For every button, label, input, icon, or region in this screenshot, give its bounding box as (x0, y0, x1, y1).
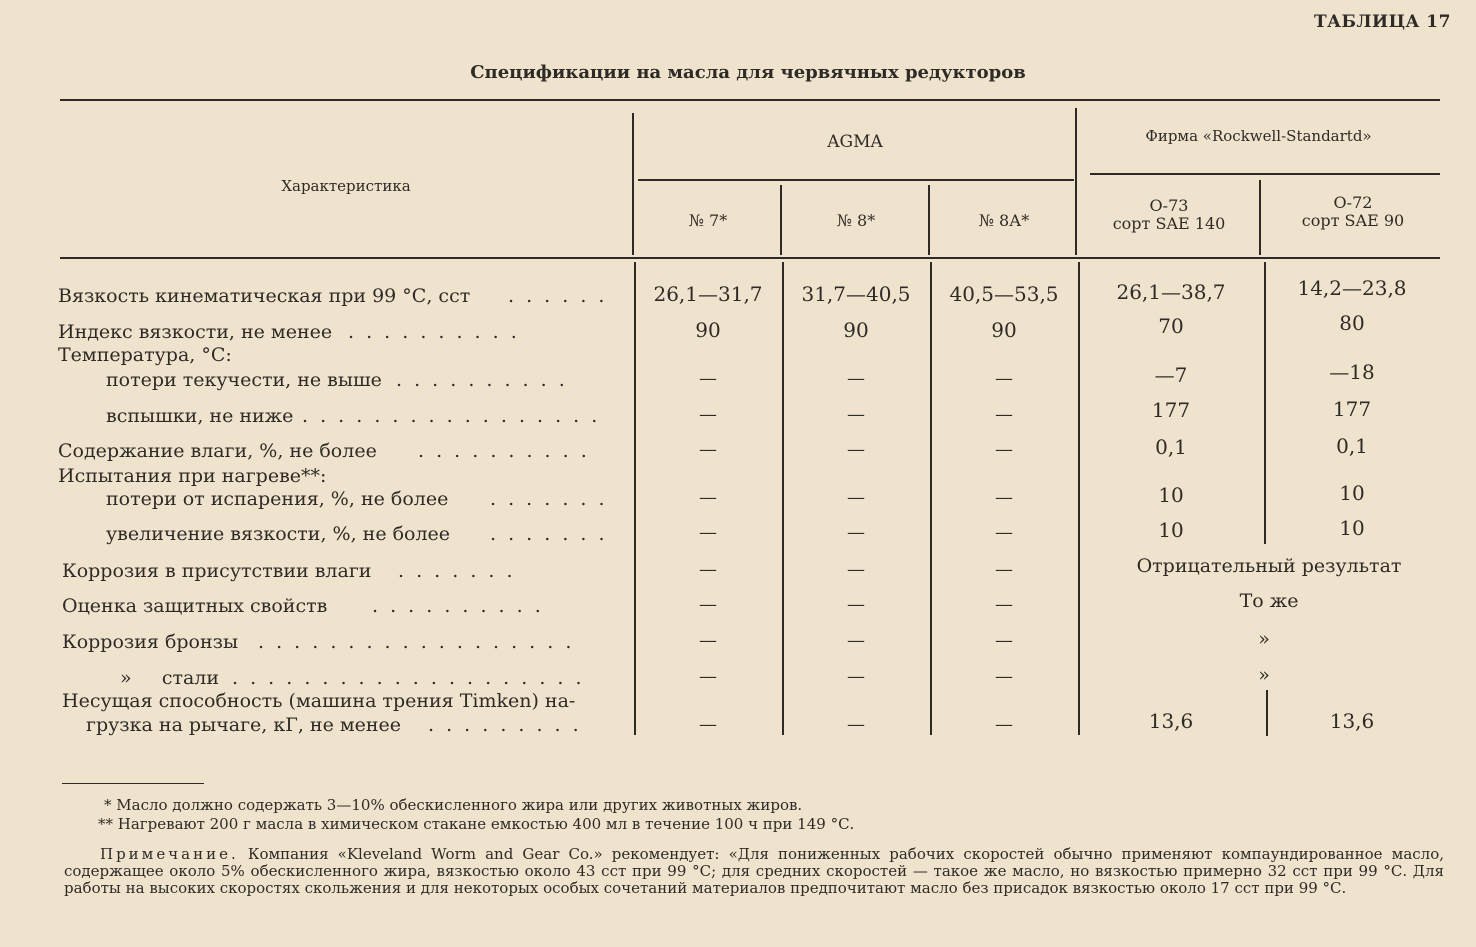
cell-agma-8a: 90 (991, 318, 1017, 342)
cell-agma-8: — (847, 559, 865, 580)
note-label: Примечание. (100, 845, 239, 863)
row-label: » стали (120, 667, 220, 689)
header-rockwell-col-2-line2: сорт SAE 90 (1301, 211, 1405, 230)
row-label: Коррозия в присутствии влаги (62, 560, 372, 582)
row-dots: . . . . . . . . . . (372, 595, 544, 617)
row-label: потери текучести, не выше (106, 369, 382, 391)
header-rockwell-col-2-line1: О-72 (1333, 193, 1373, 212)
cell-o73: 10 (1158, 518, 1184, 542)
row-dots: . . . . . . . . . . . . . . . . . (302, 405, 601, 427)
cell-agma-7: — (699, 368, 717, 389)
header-divider-agma (638, 179, 1074, 181)
cell-o72: 0,1 (1336, 434, 1368, 458)
cell-o72: 80 (1339, 311, 1365, 335)
cell-rockwell-merged: » (1258, 628, 1270, 650)
row-label: увеличение вязкости, %, не более (106, 523, 451, 545)
row-dots: . . . . . . . . . . (396, 369, 568, 391)
cell-o73: 70 (1158, 314, 1184, 338)
footnote-1: * Масло должно содержать 3—10% обескисленного жира или других животных жиров. (104, 796, 803, 814)
cell-agma-8: — (847, 522, 865, 543)
row-label: Температура, °С: (58, 344, 232, 366)
cell-agma-7: — (699, 714, 717, 735)
cell-o73: —7 (1154, 363, 1188, 387)
row-dots: . . . . . . . (490, 488, 608, 510)
cell-agma-8a: — (995, 559, 1013, 580)
cell-agma-8: — (847, 714, 865, 735)
cell-o72: 10 (1339, 516, 1365, 540)
row-label: грузка на рычаге, кГ, не менее (86, 714, 402, 736)
header-agma: AGMA (827, 132, 883, 152)
row-dots: . . . . . . . . . . . . . . . . . . . . (232, 667, 585, 689)
cell-agma-8: — (847, 594, 865, 615)
cell-agma-7: 26,1—31,7 (653, 282, 763, 306)
cell-agma-7: — (699, 559, 717, 580)
cell-o72: 14,2—23,8 (1297, 276, 1407, 300)
cell-agma-7: — (699, 666, 717, 687)
footnote-2: ** Нагревают 200 г масла в химическом стакане емкостью 400 мл в течение 100 ч при 149 °С. (98, 815, 855, 833)
cell-agma-7: 90 (695, 318, 721, 342)
cell-o72: 13,6 (1329, 709, 1375, 733)
cell-o72: 177 (1332, 397, 1372, 421)
row-label: Вязкость кинематическая при 99 °С, сст (58, 285, 471, 307)
row-label: потери от испарения, %, не более (106, 488, 449, 510)
header-rockwell: Фирма «Rockwell-Standartd» (1145, 127, 1372, 145)
cell-o73: 0,1 (1155, 435, 1187, 459)
cell-agma-8: 90 (843, 318, 869, 342)
cell-agma-8a: 40,5—53,5 (949, 282, 1059, 306)
cell-agma-8: — (847, 368, 865, 389)
cell-rockwell-merged: » (1258, 664, 1270, 686)
cell-agma-7: — (699, 594, 717, 615)
row-dots: . . . . . . . . . (428, 714, 582, 736)
cell-agma-8: — (847, 666, 865, 687)
table-title: Спецификации на масла для червячных редукторов (470, 62, 1026, 83)
header-rockwell-col-1-line2: сорт SAE 140 (1112, 214, 1226, 233)
cell-agma-8a: — (995, 594, 1013, 615)
cell-agma-7: — (699, 522, 717, 543)
cell-o73: 13,6 (1148, 709, 1194, 733)
header-agma-col-3: № 8А* (978, 211, 1030, 230)
cell-agma-8a: — (995, 439, 1013, 460)
cell-agma-8a: — (995, 630, 1013, 651)
cell-rockwell-merged: То же (1239, 590, 1299, 612)
row-dots: . . . . . . . . . . . . . . . . . . (258, 631, 575, 653)
cell-agma-8: — (847, 439, 865, 460)
cell-agma-8: — (847, 630, 865, 651)
header-rockwell-col-1-line1: О-73 (1149, 196, 1189, 215)
cell-o72: —18 (1329, 360, 1375, 384)
cell-o72: 10 (1339, 481, 1365, 505)
row-label: Коррозия бронзы (62, 631, 239, 653)
cell-rockwell-merged: Отрицательный результат (1136, 555, 1402, 577)
row-dots: . . . . . . . . . . (418, 440, 590, 462)
cell-agma-8a: — (995, 368, 1013, 389)
footnote-rule (62, 783, 204, 784)
cell-agma-7: — (699, 439, 717, 460)
row-label: Индекс вязкости, не менее (58, 321, 333, 343)
row-label: Оценка защитных свойств (62, 595, 328, 617)
row-dots: . . . . . . . (490, 523, 608, 545)
header-agma-col-1: № 7* (688, 211, 728, 230)
cell-agma-7: — (699, 404, 717, 425)
row-label: Несущая способность (машина трения Timken) на- (62, 690, 576, 712)
row-dots: . . . . . . . (398, 560, 516, 582)
table-number: ТАБЛИЦА 17 (1314, 12, 1451, 32)
header-characteristic: Характеристика (281, 177, 411, 195)
cell-agma-8a: — (995, 714, 1013, 735)
cell-agma-8a: — (995, 487, 1013, 508)
cell-agma-8: — (847, 404, 865, 425)
top-rule (60, 99, 1440, 101)
row-label: Содержание влаги, %, не более (58, 440, 377, 462)
cell-agma-8: 31,7—40,5 (801, 282, 911, 306)
cell-o73: 177 (1151, 398, 1191, 422)
row-label: Испытания при нагреве**: (58, 465, 327, 487)
row-dots: . . . . . . (508, 285, 608, 307)
row-label: вспышки, не ниже (106, 405, 294, 427)
cell-agma-8a: — (995, 522, 1013, 543)
row-dots: . . . . . . . . . . (348, 321, 520, 343)
cell-agma-8: — (847, 487, 865, 508)
cell-o73: 26,1—38,7 (1116, 280, 1226, 304)
header-agma-col-2: № 8* (836, 211, 876, 230)
cell-agma-7: — (699, 487, 717, 508)
cell-o73: 10 (1158, 483, 1184, 507)
cell-agma-8a: — (995, 404, 1013, 425)
cell-agma-7: — (699, 630, 717, 651)
note-text: Компания «Kleveland Worm and Gear Co.» рекомендует: «Для пониженных рабочих скоростей обычно применяют компаундированное масло, содержащее около 5% обескисленного жира, вязкостью около 43 сст при 99 °С; для средних скоростей — такое же масло, но вязкостью примерно 32 сст при 99 °С. Для работы на высоких скоростях скольжения и для некоторых особых сочетаний материалов предпочитают масло без присадок вязкостью около 17 сст при 99 °С. (64, 845, 1444, 897)
cell-agma-8a: — (995, 666, 1013, 687)
header-divider-rockwell (1090, 173, 1440, 175)
note-paragraph (64, 846, 1444, 897)
header-bottom-rule (60, 257, 1440, 259)
